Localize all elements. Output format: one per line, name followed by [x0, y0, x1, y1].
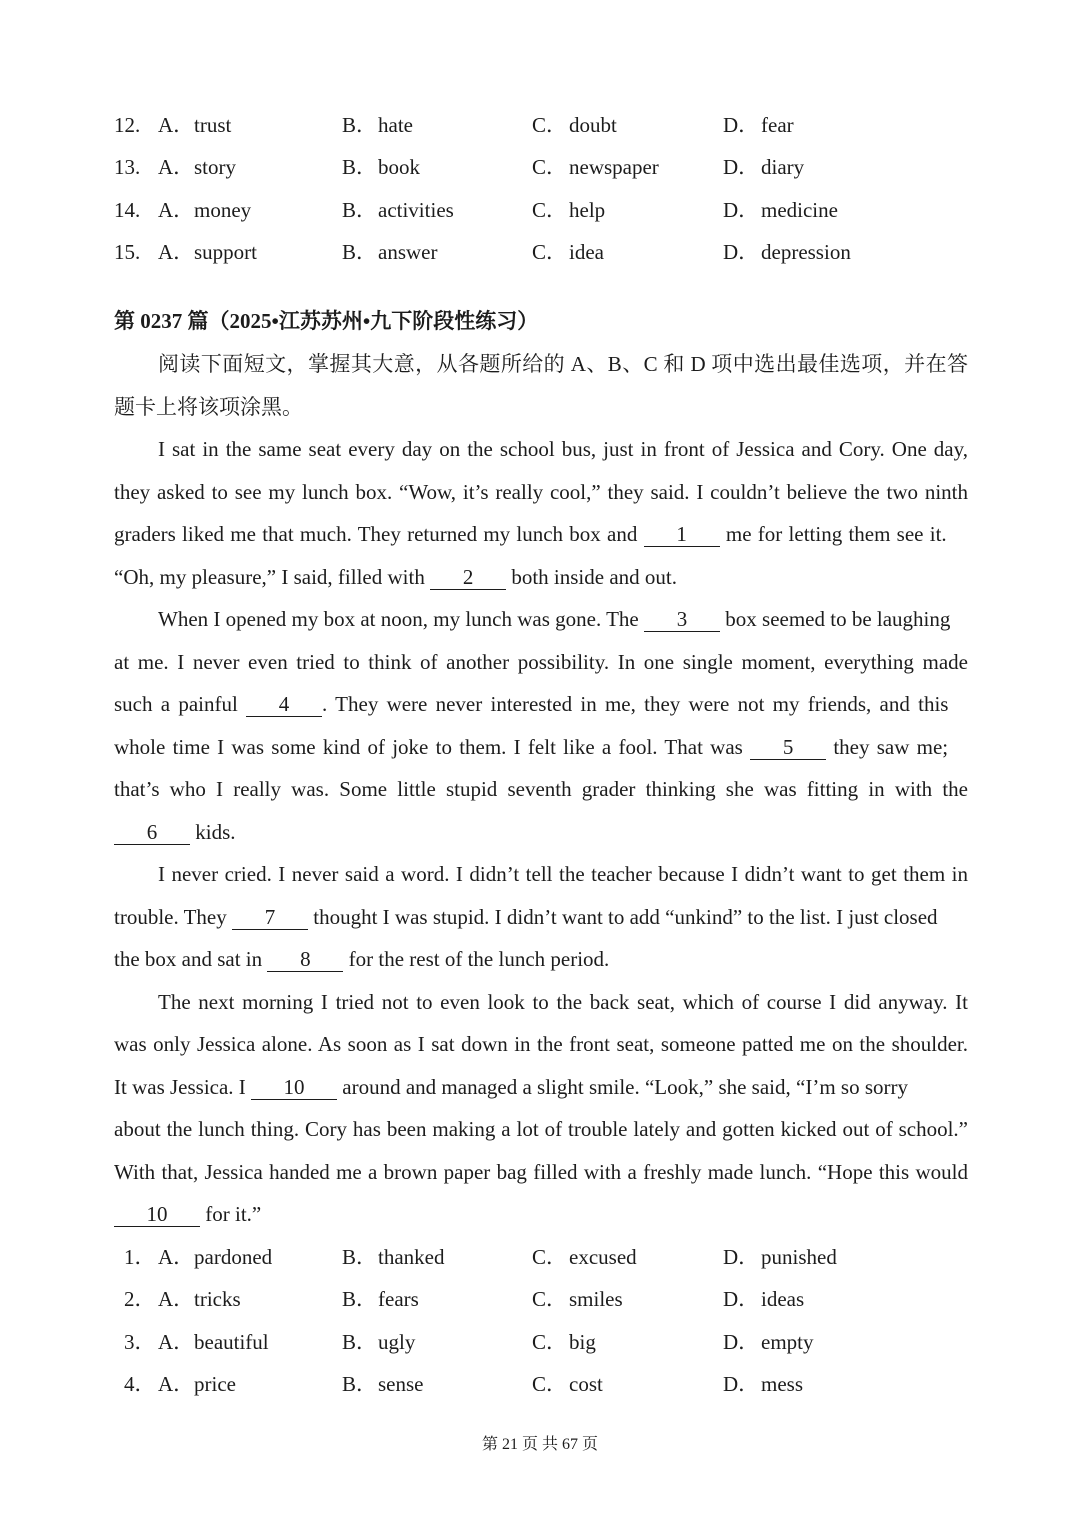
option-label-b: B．	[342, 113, 378, 137]
question-number: 4．	[124, 1372, 156, 1396]
passage-line: such a painful 4 . They were never interested in me, they were not my friends, and this	[114, 692, 949, 716]
answer-blank[interactable]: 7	[232, 905, 308, 930]
option-label-d: D．	[723, 1287, 760, 1311]
option-label-c: C．	[532, 240, 568, 264]
instruction-line-1: 阅读下面短文，掌握其大意，从各题所给的 A、B、C 和 D 项中选出最佳选项，并在答	[158, 352, 968, 376]
option-c: smiles	[569, 1287, 623, 1311]
option-a: tricks	[194, 1287, 241, 1311]
option-label-a: A．	[158, 113, 195, 137]
passage-line: at me. I never even tried to think of another possibility. In one single moment, everything made	[114, 650, 968, 674]
option-label-a: A．	[158, 155, 195, 179]
option-label-a: A．	[158, 198, 195, 222]
option-label-c: C．	[532, 1372, 568, 1396]
option-b: sense	[378, 1372, 424, 1396]
option-c: newspaper	[569, 155, 659, 179]
answer-blank[interactable]: 3	[644, 607, 720, 632]
passage-line: was only Jessica alone. As soon as I sat down in the front seat, someone patted me on the shoulder.	[114, 1032, 968, 1056]
option-label-b: B．	[342, 240, 378, 264]
option-label-d: D．	[723, 1330, 760, 1354]
passage-line: the box and sat in 8 for the rest of the lunch period.	[114, 947, 610, 971]
answer-blank[interactable]: 4	[246, 692, 322, 717]
answer-blank[interactable]: 1	[644, 522, 720, 547]
passage-line: that’s who I really was. Some little stupid seventh grader thinking she was fitting in with the	[114, 777, 968, 801]
answer-blank[interactable]: 10	[114, 1202, 200, 1227]
option-d: depression	[761, 240, 851, 264]
option-d: mess	[761, 1372, 803, 1396]
option-label-c: C．	[532, 155, 568, 179]
option-label-a: A．	[158, 1287, 195, 1311]
answer-blank[interactable]: 6	[114, 820, 190, 845]
option-a: pardoned	[194, 1245, 273, 1269]
answer-blank[interactable]: 10	[251, 1075, 337, 1100]
option-a: support	[194, 240, 257, 264]
passage-line: trouble. They 7 thought I was stupid. I didn’t want to add “unkind” to the list. I just closed	[114, 905, 938, 929]
option-d: diary	[761, 155, 805, 179]
passage-line: With that, Jessica handed me a brown paper bag filled with a freshly made lunch. “Hope this would	[114, 1160, 968, 1184]
option-d: punished	[761, 1245, 837, 1269]
page-footer: 第 21 页 共 67 页	[481, 1436, 598, 1453]
option-label-b: B．	[342, 1330, 378, 1354]
option-label-b: B．	[342, 155, 378, 179]
question-number: 15.	[114, 240, 141, 264]
option-label-d: D．	[723, 1372, 760, 1396]
option-label-d: D．	[723, 155, 760, 179]
passage-line: they asked to see my lunch box. “Wow, it’s really cool,” they said. I couldn’t believe the two ninth	[114, 480, 968, 504]
option-a: money	[194, 198, 252, 222]
question-number: 3．	[124, 1330, 156, 1354]
option-d: empty	[761, 1330, 814, 1354]
option-b: activities	[378, 198, 454, 222]
option-label-c: C．	[532, 1287, 568, 1311]
option-c: idea	[569, 240, 604, 264]
option-b: answer	[378, 240, 438, 264]
option-a: trust	[194, 113, 232, 137]
option-label-c: C．	[532, 1330, 568, 1354]
passage-line: graders liked me that much. They returned my lunch box and 1 me for letting them see it.	[114, 522, 947, 546]
option-label-d: D．	[723, 198, 760, 222]
option-label-a: A．	[158, 240, 195, 264]
option-label-a: A．	[158, 1372, 195, 1396]
option-label-c: C．	[532, 113, 568, 137]
option-d: ideas	[761, 1287, 805, 1311]
option-b: thanked	[378, 1245, 445, 1269]
option-b: ugly	[378, 1330, 416, 1354]
passage-line: It was Jessica. I 10 around and managed a slight smile. “Look,” she said, “I’m so sorry	[114, 1075, 908, 1099]
option-d: medicine	[761, 198, 838, 222]
option-label-b: B．	[342, 1287, 378, 1311]
option-a: story	[194, 155, 236, 179]
option-c: big	[569, 1330, 596, 1354]
option-label-b: B．	[342, 1372, 378, 1396]
question-number: 1．	[124, 1245, 156, 1269]
option-label-c: C．	[532, 198, 568, 222]
article-heading: 第 0237 篇（2025•江苏苏州•九下阶段性练习）	[114, 309, 539, 333]
option-label-d: D．	[723, 240, 760, 264]
answer-blank[interactable]: 8	[267, 947, 343, 972]
option-c: doubt	[569, 113, 617, 137]
answer-blank[interactable]: 5	[750, 735, 826, 760]
passage-line: I sat in the same seat every day on the school bus, just in front of Jessica and Cory. One day,	[158, 437, 968, 461]
passage-line: 10 for it.”	[114, 1199, 968, 1229]
option-b: fears	[378, 1287, 419, 1311]
option-label-a: A．	[158, 1245, 195, 1269]
option-a: price	[194, 1372, 236, 1396]
option-label-d: D．	[723, 113, 760, 137]
option-c: excused	[569, 1245, 637, 1269]
option-a: beautiful	[194, 1330, 269, 1354]
question-number: 13.	[114, 155, 141, 179]
option-c: help	[569, 198, 606, 222]
option-label-c: C．	[532, 1245, 568, 1269]
question-number: 2．	[124, 1287, 156, 1311]
answer-blank[interactable]: 2	[430, 565, 506, 590]
option-label-b: B．	[342, 198, 378, 222]
passage-line: whole time I was some kind of joke to them. I felt like a fool. That was 5 they saw me;	[114, 735, 949, 759]
passage-line: When I opened my box at noon, my lunch was gone. The 3 box seemed to be laughing	[158, 607, 951, 631]
passage-line: “Oh, my pleasure,” I said, filled with 2 both inside and out.	[114, 565, 677, 589]
question-number: 14.	[114, 198, 141, 222]
option-c: cost	[569, 1372, 603, 1396]
passage-line: about the lunch thing. Cory has been making a lot of trouble lately and gotten kicked out of school.”	[114, 1117, 968, 1141]
instruction-line-2: 题卡上将该项涂黑。	[114, 395, 303, 419]
question-number: 12.	[114, 113, 141, 137]
option-label-a: A．	[158, 1330, 195, 1354]
option-b: hate	[378, 113, 413, 137]
option-label-b: B．	[342, 1245, 378, 1269]
passage-line: I never cried. I never said a word. I didn’t tell the teacher because I didn’t want to get them in	[158, 862, 968, 886]
option-b: book	[378, 155, 420, 179]
option-label-d: D．	[723, 1245, 760, 1269]
option-d: fear	[761, 113, 794, 137]
passage-line: The next morning I tried not to even look to the back seat, which of course I did anyway. It	[158, 990, 968, 1014]
passage-line: 6 kids.	[114, 817, 968, 847]
